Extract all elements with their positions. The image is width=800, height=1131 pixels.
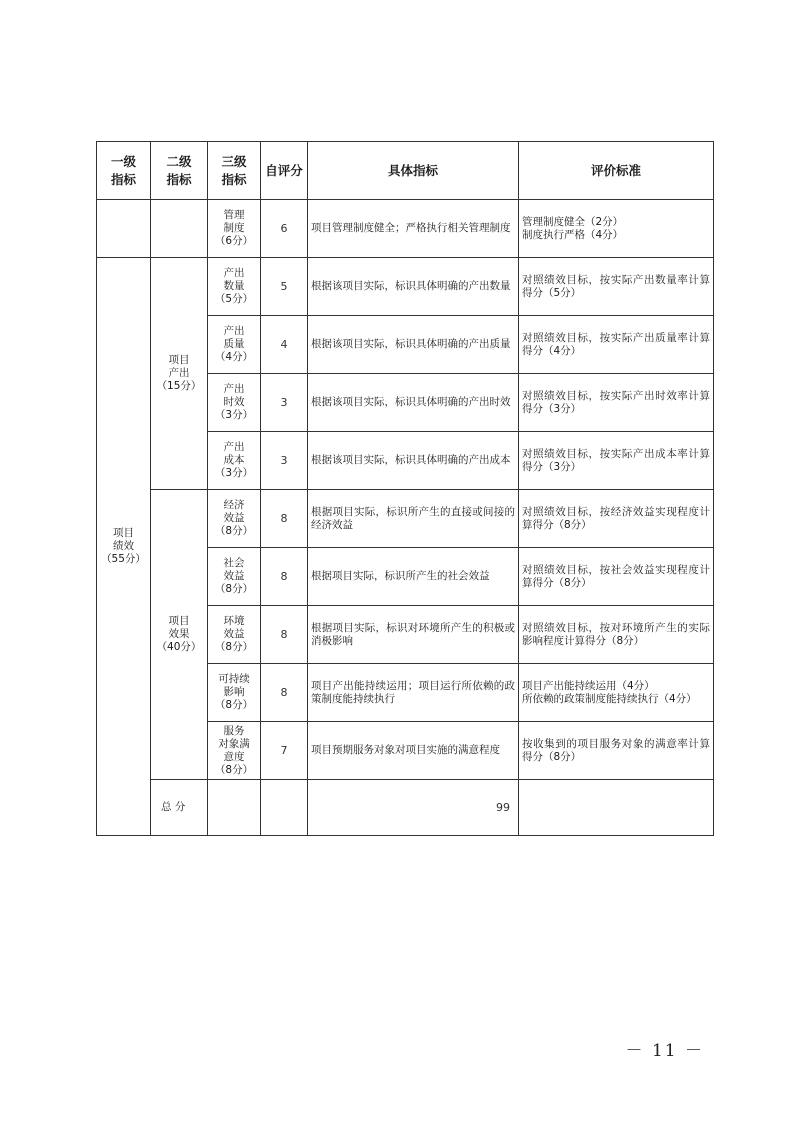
- criteria-cell: 对照绩效目标，按经济效益实现程度计算得分（8分）: [519, 490, 714, 548]
- empty-cell: [208, 780, 261, 836]
- indicator-cell: 根据项目实际，标识对环境所产生的积极或消极影响: [308, 606, 519, 664]
- total-row: [97, 780, 714, 836]
- score-cell: 5: [261, 258, 308, 316]
- indicator-cell: 根据该项目实际，标识具体明确的产出时效: [308, 374, 519, 432]
- level3-cell: 服务 对象满 意度 （8分）: [208, 722, 261, 780]
- score-cell: 8: [261, 490, 308, 548]
- score-cell: 6: [261, 200, 308, 258]
- level3-cell: 社会 效益 （8分）: [208, 548, 261, 606]
- indicator-cell: 根据项目实际，标识所产生的社会效益: [308, 548, 519, 606]
- group-effect: 项目 效果 （40分）: [151, 490, 208, 780]
- table-header-row: [97, 142, 714, 200]
- indicator-cell: 项目管理制度健全；严格执行相关管理制度: [308, 200, 519, 258]
- header-level1: 一级 指标: [97, 142, 151, 200]
- score-cell: 8: [261, 606, 308, 664]
- empty-cell: [519, 780, 714, 836]
- score-cell: 8: [261, 664, 308, 722]
- indicator-cell: 项目预期服务对象对项目实施的满意程度: [308, 722, 519, 780]
- criteria-cell: 按收集到的项目服务对象的满意率计算得分（8分）: [519, 722, 714, 780]
- header-criteria: 评价标准: [519, 142, 714, 200]
- criteria-cell: 对照绩效目标，按实际产出质量率计算得分（4分）: [519, 316, 714, 374]
- header-self-score: 自评分: [261, 142, 308, 200]
- empty-cell: [151, 200, 208, 258]
- indicator-cell: 根据该项目实际，标识具体明确的产出数量: [308, 258, 519, 316]
- table-row: [97, 490, 714, 548]
- table-row: [97, 200, 714, 258]
- criteria-cell: 对照绩效目标，按社会效益实现程度计算得分（8分）: [519, 548, 714, 606]
- indicator-cell: 根据该项目实际，标识具体明确的产出成本: [308, 432, 519, 490]
- level3-cell: 管理 制度 （6分）: [208, 200, 261, 258]
- score-cell: 7: [261, 722, 308, 780]
- indicator-cell: 根据项目实际，标识所产生的直接或间接的经济效益: [308, 490, 519, 548]
- criteria-cell: 管理制度健全（2分） 制度执行严格（4分）: [519, 200, 714, 258]
- level3-cell: 经济 效益 （8分）: [208, 490, 261, 548]
- table-row: [97, 258, 714, 316]
- level3-cell: 环境 效益 （8分）: [208, 606, 261, 664]
- criteria-cell: 对照绩效目标，按实际产出时效率计算得分（3分）: [519, 374, 714, 432]
- level3-cell: 产出 成本 （3分）: [208, 432, 261, 490]
- header-indicator: 具体指标: [308, 142, 519, 200]
- header-level3: 三级 指标: [208, 142, 261, 200]
- empty-cell: [97, 200, 151, 258]
- evaluation-table: [96, 141, 714, 836]
- criteria-cell: 对照绩效目标，按实际产出数量率计算得分（5分）: [519, 258, 714, 316]
- score-cell: 4: [261, 316, 308, 374]
- criteria-cell: 对照绩效目标，按实际产出成本率计算得分（3分）: [519, 432, 714, 490]
- indicator-cell: 根据该项目实际，标识具体明确的产出质量: [308, 316, 519, 374]
- criteria-cell: 对照绩效目标，按对环境所产生的实际影响程度计算得分（8分）: [519, 606, 714, 664]
- page-number: － 11 －: [625, 1041, 704, 1061]
- empty-cell: [261, 780, 308, 836]
- score-cell: 8: [261, 548, 308, 606]
- level3-cell: 产出 时效 （3分）: [208, 374, 261, 432]
- level3-cell: 产出 数量 （5分）: [208, 258, 261, 316]
- level3-cell: 可持续 影响 （8分）: [208, 664, 261, 722]
- level3-cell: 产出 质量 （4分）: [208, 316, 261, 374]
- indicator-cell: 项目产出能持续运用；项目运行所依赖的政策制度能持续执行: [308, 664, 519, 722]
- score-cell: 3: [261, 432, 308, 490]
- group-performance: 项目 绩效 （55分）: [97, 258, 151, 836]
- header-level2: 二级 指标: [151, 142, 208, 200]
- total-label: 总 分: [151, 780, 208, 836]
- score-cell: 3: [261, 374, 308, 432]
- total-score: 99: [308, 780, 519, 836]
- group-output: 项目 产出 （15分）: [151, 258, 208, 490]
- criteria-cell: 项目产出能持续运用（4分） 所依赖的政策制度能持续执行（4分）: [519, 664, 714, 722]
